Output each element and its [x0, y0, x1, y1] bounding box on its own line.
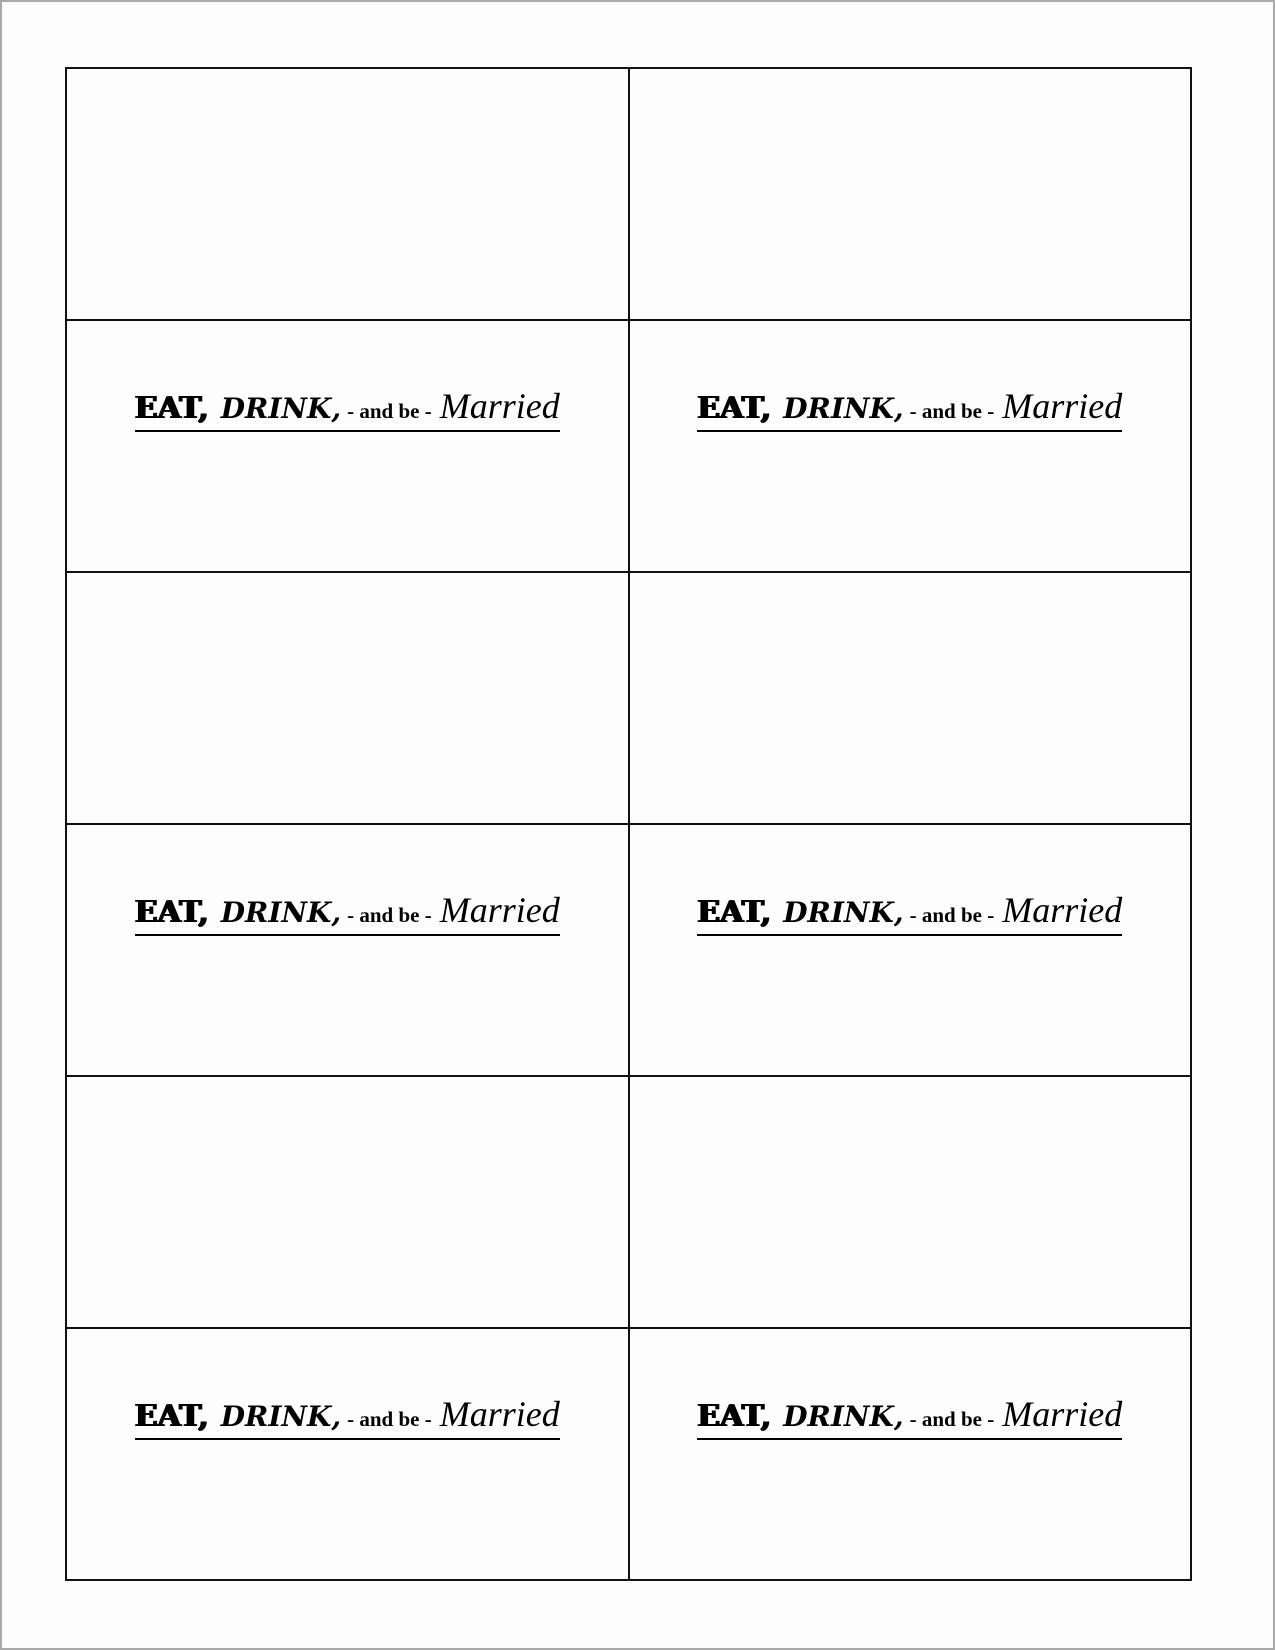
tagline-married: Married: [1002, 1394, 1123, 1434]
card-back: [67, 1077, 630, 1329]
card-tagline: [67, 1393, 628, 1440]
card-tagline: [67, 385, 628, 432]
card-front: [630, 825, 1193, 1077]
tagline-eat: EAT,: [697, 391, 772, 426]
tagline-married: Married: [439, 1394, 560, 1434]
tagline-drink: DRINK,: [220, 1400, 342, 1433]
tagline-drink: DRINK,: [783, 896, 904, 929]
card-front: [630, 1329, 1193, 1581]
card-back: [67, 69, 630, 321]
tagline-and-be: - and be -: [347, 1407, 432, 1431]
tagline-and-be: - and be -: [909, 903, 995, 927]
tagline-and-be: - and be -: [909, 1407, 995, 1431]
card-tagline: [67, 889, 628, 936]
tagline-drink: DRINK,: [783, 1400, 904, 1433]
tagline-drink: DRINK,: [220, 896, 342, 929]
tagline-married: Married: [1002, 890, 1123, 930]
card-back: [67, 573, 630, 825]
tagline-eat: EAT,: [134, 895, 209, 930]
tagline-drink: DRINK,: [220, 392, 342, 425]
tagline-and-be: - and be -: [347, 903, 432, 927]
tagline-eat: EAT,: [697, 895, 772, 930]
card-back: [630, 1077, 1193, 1329]
card-front: [67, 825, 630, 1077]
card-tagline: [630, 1393, 1191, 1440]
card-back: [630, 573, 1193, 825]
tagline-married: Married: [1002, 386, 1123, 426]
card-back: [630, 69, 1193, 321]
card-tagline: [630, 889, 1191, 936]
tagline-married: Married: [439, 890, 560, 930]
tagline-and-be: - and be -: [347, 399, 432, 423]
card-front: [67, 1329, 630, 1581]
tagline-eat: EAT,: [134, 391, 209, 426]
tagline-married: Married: [439, 386, 560, 426]
card-front: [630, 321, 1193, 573]
card-grid: [65, 67, 1192, 1581]
tagline-drink: DRINK,: [783, 392, 904, 425]
card-front: [67, 321, 630, 573]
tagline-eat: EAT,: [134, 1399, 209, 1434]
card-tagline: [630, 385, 1191, 432]
tagline-eat: EAT,: [697, 1399, 772, 1434]
tagline-and-be: - and be -: [909, 399, 995, 423]
